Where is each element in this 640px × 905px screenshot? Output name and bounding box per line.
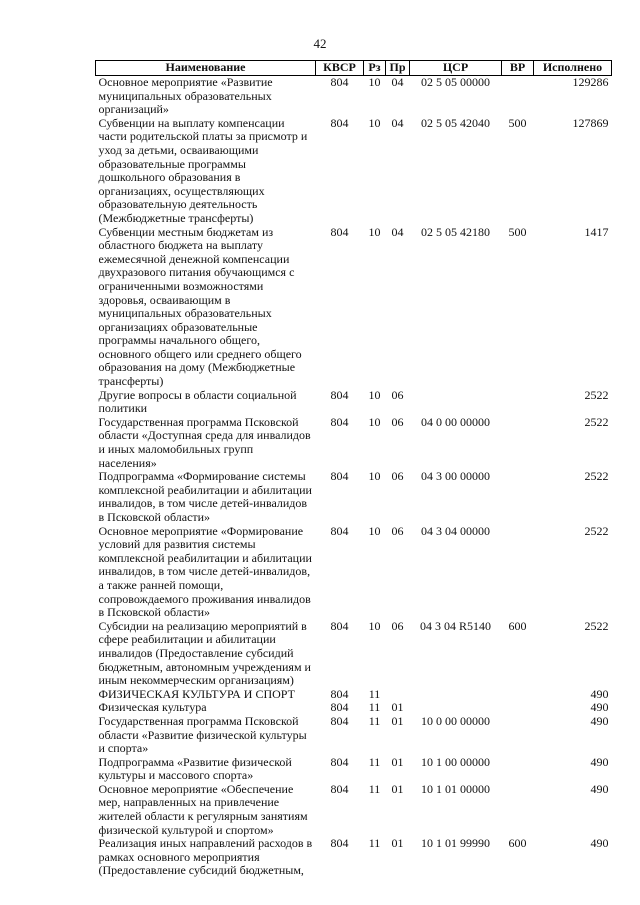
cell-csr: 04 0 00 00000 [421, 414, 490, 429]
cell-rz: 11 [368, 781, 381, 796]
table-row [96, 76, 612, 117]
cell-vr [502, 715, 534, 756]
cell-pr: 04 [391, 224, 404, 239]
cell-name: Другие вопросы в области социальной политики [98, 387, 297, 416]
cell-executed: 2522 [584, 414, 609, 429]
cell-executed: 490 [590, 700, 609, 715]
header-name: Наименование [96, 61, 316, 76]
cell-kvsr: 804 [330, 700, 349, 715]
table-row [96, 525, 612, 620]
cell-csr: 10 1 01 99990 [421, 836, 490, 851]
header-vr: ВР [502, 61, 534, 76]
cell-vr: 600 [508, 618, 527, 633]
table-row [96, 701, 612, 715]
cell-kvsr: 804 [330, 414, 349, 429]
cell-executed: 127869 [572, 115, 609, 130]
table-row [96, 416, 612, 470]
header-pr: Пр [386, 61, 410, 76]
header-csr: ЦСР [410, 61, 502, 76]
cell-csr: 10 0 00 00000 [421, 713, 490, 728]
cell-name: Основное мероприятие «Формирование условий для развития системы комплексной реабилитации и абилитации инвалидов, в том числе детей-инвалидов, а также ранней помощи, сопровождаемого проживания инвалидов в Псковской области» [98, 523, 312, 620]
cell-executed: 490 [590, 781, 609, 796]
cell-csr: 02 5 05 42180 [421, 224, 490, 239]
cell-name: Подпрограмма «Формирование системы комплексной реабилитации и абилитации инвалидов, в том числе детей-инвалидов в Псковской области» [98, 469, 312, 524]
cell-pr: 06 [391, 523, 404, 538]
cell-kvsr: 804 [330, 523, 349, 538]
table-row [96, 756, 612, 783]
cell-pr [386, 688, 410, 702]
table-row [96, 783, 612, 837]
cell-kvsr: 804 [330, 836, 349, 851]
cell-vr [502, 389, 534, 416]
cell-csr: 02 5 05 00000 [421, 75, 490, 89]
cell-csr [410, 701, 502, 715]
table-row [96, 837, 612, 878]
cell-pr: 01 [391, 713, 404, 728]
table-row [96, 226, 612, 389]
cell-pr: 01 [391, 836, 404, 851]
cell-csr: 04 3 04 00000 [421, 523, 490, 538]
cell-rz: 11 [368, 836, 381, 851]
cell-rz: 11 [368, 700, 381, 715]
cell-csr: 04 3 00 00000 [421, 469, 490, 484]
cell-rz: 10 [368, 618, 381, 633]
cell-rz: 10 [368, 224, 381, 239]
cell-name: Субвенции на выплату компенсации части родительской платы за присмотр и уход за детьми, осваивающими образовательные программы дошкольного образования в организациях, осуществляющих образовательную деятельность (Межбюджетные трансферты) [98, 115, 308, 225]
cell-kvsr: 804 [330, 618, 349, 633]
cell-name: Государственная программа Псковской области «Доступная среда для инвалидов и иных маломобильных групп населения» [98, 414, 311, 470]
cell-executed: 490 [590, 836, 609, 851]
cell-vr [502, 470, 534, 524]
cell-pr: 06 [391, 618, 404, 633]
cell-vr [502, 525, 534, 620]
cell-kvsr: 804 [330, 224, 349, 239]
cell-pr: 01 [391, 754, 404, 769]
cell-rz: 10 [368, 414, 381, 429]
cell-executed: 490 [590, 754, 609, 769]
cell-pr: 01 [391, 781, 404, 796]
cell-rz: 10 [368, 75, 381, 89]
page-number: 42 [313, 36, 327, 51]
cell-csr [410, 389, 502, 416]
cell-name: Субвенции местным бюджетам из областного бюджета на выплату ежемесячной денежной компенсации двухразового питания обучающимся с ограниченными возможностями здоровья, осваивающим в муниципальных образовательных организациях образовательные программы начального общего, основного общего или среднего общего образования на дому (Межбюджетные трансферты) [98, 224, 302, 389]
cell-csr [410, 688, 502, 702]
cell-kvsr: 804 [330, 469, 349, 484]
cell-kvsr: 804 [330, 713, 349, 728]
header-executed: Исполнено [534, 61, 612, 76]
cell-pr: 06 [391, 414, 404, 429]
cell-pr: 01 [391, 700, 404, 715]
cell-name: Реализация иных направлений расходов в рамках основного мероприятия (Предоставление субсидий бюджетным, [98, 836, 313, 878]
cell-vr [502, 783, 534, 837]
cell-vr [502, 701, 534, 715]
table-body [96, 76, 612, 879]
cell-vr [502, 756, 534, 783]
cell-name: Основное мероприятие «Развитие муниципальных образовательных организаций» [98, 75, 273, 117]
cell-csr: 10 1 00 00000 [421, 754, 490, 769]
cell-kvsr: 804 [330, 75, 349, 89]
cell-name: Подпрограмма «Развитие физической культуры и массового спорта» [98, 754, 292, 783]
cell-rz: 10 [368, 469, 381, 484]
cell-executed: 490 [590, 686, 609, 701]
cell-vr [502, 688, 534, 702]
cell-kvsr: 804 [330, 686, 349, 701]
budget-table [95, 60, 612, 878]
cell-kvsr: 804 [330, 781, 349, 796]
cell-executed: 2522 [584, 523, 609, 538]
cell-executed: 2522 [584, 387, 609, 402]
cell-executed: 129286 [572, 75, 609, 89]
cell-vr: 600 [508, 836, 527, 851]
table-header [96, 61, 612, 76]
table-row [96, 117, 612, 226]
cell-kvsr: 804 [330, 387, 349, 402]
cell-vr: 500 [508, 115, 527, 130]
cell-rz: 11 [368, 754, 381, 769]
cell-pr: 06 [391, 387, 404, 402]
cell-rz: 10 [368, 523, 381, 538]
header-rz: Рз [364, 61, 386, 76]
cell-kvsr: 804 [330, 115, 349, 130]
cell-executed: 2522 [584, 618, 609, 633]
cell-executed: 490 [590, 713, 609, 728]
cell-name: Основное мероприятие «Обеспечение мер, направленных на привлечение жителей области к регулярным занятиям физической культурой и спортом» [98, 781, 308, 837]
cell-csr: 02 5 05 42040 [421, 115, 490, 130]
cell-kvsr: 804 [330, 754, 349, 769]
cell-csr: 04 3 04 R5140 [419, 618, 491, 633]
cell-pr: 06 [391, 469, 404, 484]
cell-name: Субсидии на реализацию мероприятий в сфере реабилитации и абилитации инвалидов (Предоставление субсидий бюджетным, автономным учреждениям и иным некоммерческим организациям) [98, 618, 311, 688]
cell-vr [502, 416, 534, 470]
cell-executed: 2522 [584, 469, 609, 484]
cell-name: Физическая культура [98, 700, 207, 715]
cell-rz: 11 [368, 686, 381, 701]
cell-vr [502, 76, 534, 117]
cell-rz: 11 [368, 713, 381, 728]
table-row [96, 470, 612, 524]
cell-vr: 500 [508, 224, 527, 239]
cell-rz: 10 [368, 387, 381, 402]
cell-pr: 04 [391, 75, 404, 89]
cell-csr: 10 1 01 00000 [421, 781, 490, 796]
cell-pr: 04 [391, 115, 404, 130]
table-row [96, 715, 612, 756]
cell-executed: 1417 [584, 224, 609, 239]
table-row [96, 688, 612, 702]
cell-name: ФИЗИЧЕСКАЯ КУЛЬТУРА И СПОРТ [98, 686, 295, 701]
header-kvsr: КВСР [316, 61, 364, 76]
table-row [96, 389, 612, 416]
cell-name: Государственная программа Псковской области «Развитие физической культуры и спорта» [98, 713, 307, 756]
cell-rz: 10 [368, 115, 381, 130]
table-row [96, 620, 612, 688]
